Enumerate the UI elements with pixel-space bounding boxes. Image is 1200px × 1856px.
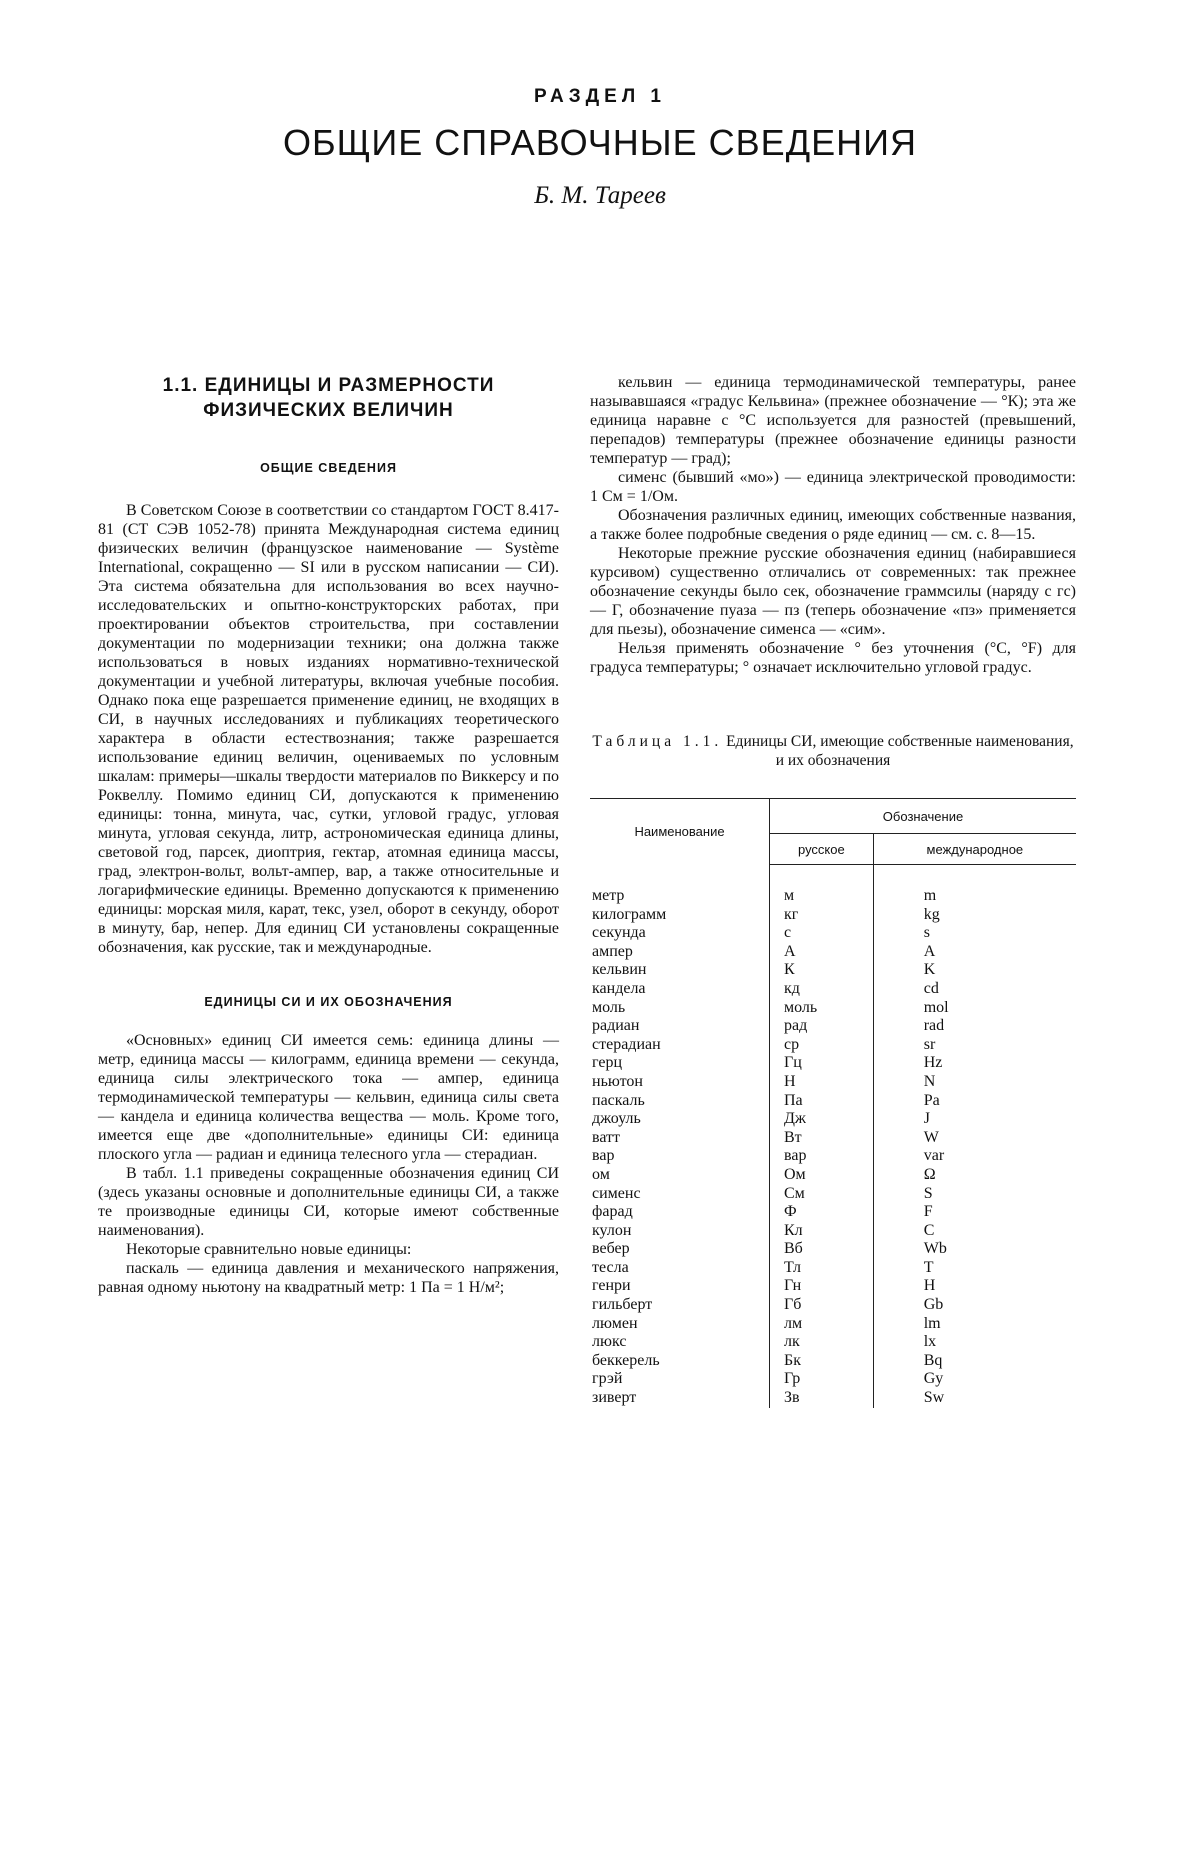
unit-symbol-international: N	[873, 1073, 1076, 1092]
unit-symbol-russian: вар	[770, 1147, 874, 1166]
unit-symbol-russian: Вт	[770, 1129, 874, 1148]
unit-symbol-russian: Кл	[770, 1222, 874, 1241]
subheading-general: ОБЩИЕ СВЕДЕНИЯ	[260, 461, 397, 475]
table-row	[590, 961, 1076, 980]
unit-symbol-international: H	[873, 1277, 1076, 1296]
unit-name: гильберт	[592, 1296, 653, 1314]
table-row	[590, 1036, 1076, 1055]
unit-symbol-international: sr	[873, 1036, 1076, 1055]
unit-symbol-russian: рад	[770, 1017, 874, 1036]
unit-name: люкс	[592, 1333, 627, 1351]
unit-symbol-russian: Дж	[770, 1110, 874, 1129]
unit-symbol-international: m	[873, 865, 1076, 906]
table-row	[590, 865, 1076, 906]
table-row	[590, 1110, 1076, 1129]
paragraph-kelvin: кельвин — единица термодинамической температуры, ранее называвшаяся «градус Кельвина» (прежнее обозначение — °К); эта же единица наравне с °С используется для разностей (превышений, перепадов) температуры (прежнее обозначение единицы разности температур — град);	[590, 374, 1076, 467]
column-header-name: Наименование	[590, 799, 770, 865]
unit-name: радиан	[592, 1017, 640, 1035]
unit-name: секунда	[592, 924, 646, 942]
unit-symbol-international: mol	[873, 999, 1076, 1018]
table-row	[590, 906, 1076, 925]
unit-symbol-russian: Ом	[770, 1166, 874, 1185]
paragraph-old-notation: Некоторые прежние русские обозначения единиц (набиравшиеся курсивом) существенно отличались от современных: так прежнее обозначение секунды было сек, обозначение граммсилы (наряду с гс) — Г, обозначение пуаза — пз (теперь обозначение «пз» применяется для пьезы), обозначение сименса — «сим».	[590, 545, 1076, 638]
unit-symbol-international: s	[873, 924, 1076, 943]
unit-name: метр	[592, 886, 625, 904]
unit-name: люмен	[592, 1314, 638, 1332]
paragraph-pascal: паскаль — единица давления и механического напряжения, равная одному ньютону на квадратный метр: 1 Па = 1 Н/м²;	[98, 1260, 559, 1296]
table-row	[590, 1147, 1076, 1166]
table-body	[590, 865, 1076, 1408]
table-row	[590, 980, 1076, 999]
unit-symbol-international: W	[873, 1129, 1076, 1148]
unit-symbol-russian: К	[770, 961, 874, 980]
unit-symbol-russian: Гб	[770, 1296, 874, 1315]
unit-name: ньютон	[592, 1072, 643, 1090]
unit-symbol-international: kg	[873, 906, 1076, 925]
unit-name: ом	[592, 1165, 610, 1183]
paragraph-intro: В Советском Союзе в соответствии со стандартом ГОСТ 8.417-81 (СТ СЭВ 1052-78) принята Международная система единиц физических величин (французское наименование — Système International, сокращенно — SI или в русском написании — СИ). Эта система обязательна для использования во всех научно-исследовательских и опытно-конструкторских работах, при проектировании объектов строительства, при составлении документации по модернизации техники; она должна также использоваться в новых изданиях нормативно-технической документации и учебной литературы, включая учебные пособия. Однако пока еще разрешается применение единиц, не входящих в СИ, в научных исследованиях и публикациях теоретического характера в области естествознания; также разрешается использование единиц величин, оцениваемых по условным шкалам: примеры—шкалы твердости материалов по Виккерсу и по Роквеллу. Помимо единиц СИ, допускаются к применению единицы: тонна, минута, час, сутки, угловой градус, угловая минута, угловая секунда, литр, астрономическая единица длины, световой год, парсек, диоптрия, гектар, атомная единица массы, град, электрон-вольт, вольт-ампер, вар, а также относительные и логарифмические единицы. Временно допускаются к применению единицы: морская миля, карат, текс, узел, оборот в секунду, оборот в минуту, бар, непер. Для единиц СИ установлены сокращенные обозначения, как русские, так и международные.	[98, 502, 559, 956]
paragraph-table-ref: В табл. 1.1 приведены сокращенные обозначения единиц СИ (здесь указаны основные и дополнительные единицы СИ, а также те производные единицы СИ, которые имеют собственные наименования).	[98, 1165, 559, 1239]
unit-name: кельвин	[592, 961, 647, 979]
unit-name: грэй	[592, 1370, 623, 1388]
unit-name: паскаль	[592, 1091, 645, 1109]
unit-symbol-russian: Па	[770, 1092, 874, 1111]
unit-symbol-russian: Бк	[770, 1352, 874, 1371]
unit-name: килограмм	[592, 905, 667, 923]
unit-name: зиверт	[592, 1389, 637, 1407]
table-row	[590, 1017, 1076, 1036]
unit-symbol-russian: Гц	[770, 1054, 874, 1073]
column-header-designation: Обозначение	[770, 799, 1077, 834]
unit-name: кулон	[592, 1221, 632, 1239]
unit-name: стерадиан	[592, 1035, 661, 1053]
unit-name: моль	[592, 998, 626, 1016]
unit-symbol-russian: Гн	[770, 1277, 874, 1296]
table-row	[590, 1389, 1076, 1408]
unit-symbol-russian: Тл	[770, 1259, 874, 1278]
unit-symbol-russian: Ф	[770, 1203, 874, 1222]
unit-symbol-russian: моль	[770, 999, 874, 1018]
unit-symbol-russian: Зв	[770, 1389, 874, 1408]
table-row	[590, 1073, 1076, 1092]
author-name: Б. М. Тареев	[534, 182, 666, 209]
column-header-international: международное	[873, 834, 1076, 865]
unit-symbol-international: Hz	[873, 1054, 1076, 1073]
unit-symbol-international: lx	[873, 1333, 1076, 1352]
unit-name: кандела	[592, 979, 646, 997]
table-row	[590, 1370, 1076, 1389]
unit-name: ампер	[592, 942, 633, 960]
unit-name: вебер	[592, 1240, 630, 1258]
unit-symbol-international: Pa	[873, 1092, 1076, 1111]
page-title: ОБЩИЕ СПРАВОЧНЫЕ СВЕДЕНИЯ	[283, 122, 917, 163]
si-units-table	[590, 798, 1076, 1408]
unit-symbol-international: K	[873, 961, 1076, 980]
unit-symbol-international: lm	[873, 1315, 1076, 1334]
table-row	[590, 924, 1076, 943]
unit-symbol-russian: м	[770, 865, 874, 906]
unit-symbol-international: var	[873, 1147, 1076, 1166]
table-caption-text: Единицы СИ, имеющие собственные наименования, и их обозначения	[726, 733, 1074, 769]
subheading-units: ЕДИНИЦЫ СИ И ИХ ОБОЗНАЧЕНИЯ	[204, 995, 453, 1009]
unit-symbol-international: T	[873, 1259, 1076, 1278]
unit-name: герц	[592, 1054, 623, 1072]
table-row	[590, 999, 1076, 1018]
unit-symbol-russian: лк	[770, 1333, 874, 1352]
table-row	[590, 1203, 1076, 1222]
unit-name: генри	[592, 1277, 631, 1295]
paragraph-base-units: «Основных» единиц СИ имеется семь: единица длины — метр, единица массы — килограмм, единица времени — секунда, единица силы электрического тока — ампер, единица термодинамической температуры — кельвин, единица силы света — кандела и единица количества вещества — моль. Кроме того, имеется еще две «дополнительные» единицы СИ: единица плоского угла — радиан и единица телесного угла — стерадиан.	[98, 1032, 559, 1163]
table-row	[590, 1185, 1076, 1204]
table-row	[590, 1352, 1076, 1371]
section-heading: 1.1. ЕДИНИЦЫ И РАЗМЕРНОСТИ ФИЗИЧЕСКИХ ВЕЛИЧИН	[162, 375, 495, 421]
unit-symbol-international: Gb	[873, 1296, 1076, 1315]
column-header-russian: русское	[770, 834, 874, 865]
unit-symbol-international: J	[873, 1110, 1076, 1129]
unit-symbol-international: C	[873, 1222, 1076, 1241]
unit-symbol-russian: А	[770, 943, 874, 962]
unit-symbol-international: Wb	[873, 1240, 1076, 1259]
table-row	[590, 1296, 1076, 1315]
table-row	[590, 1054, 1076, 1073]
unit-symbol-international: Sw	[873, 1389, 1076, 1408]
table-row	[590, 1222, 1076, 1241]
unit-name: тесла	[592, 1258, 629, 1276]
unit-symbol-international: Gy	[873, 1370, 1076, 1389]
unit-symbol-russian: кг	[770, 906, 874, 925]
paragraph-names: Обозначения различных единиц, имеющих собственные названия, а также более подробные сведения о ряде единиц — см. с. 8—15.	[590, 507, 1076, 543]
left-column	[98, 373, 559, 1297]
table-caption-label: Таблица 1.1.	[592, 733, 723, 750]
unit-symbol-russian: кд	[770, 980, 874, 999]
unit-symbol-russian: с	[770, 924, 874, 943]
table-row	[590, 1259, 1076, 1278]
unit-symbol-international: rad	[873, 1017, 1076, 1036]
table-row	[590, 1333, 1076, 1352]
unit-name: ватт	[592, 1128, 621, 1146]
unit-symbol-russian: Гр	[770, 1370, 874, 1389]
unit-symbol-russian: ср	[770, 1036, 874, 1055]
unit-symbol-international: cd	[873, 980, 1076, 999]
table-row	[590, 1277, 1076, 1296]
table-caption	[590, 732, 1076, 770]
unit-name: джоуль	[592, 1110, 641, 1128]
unit-symbol-russian: Вб	[770, 1240, 874, 1259]
unit-name: фарад	[592, 1203, 633, 1221]
unit-symbol-russian: лм	[770, 1315, 874, 1334]
unit-symbol-russian: См	[770, 1185, 874, 1204]
unit-symbol-international: F	[873, 1203, 1076, 1222]
unit-symbol-international: A	[873, 943, 1076, 962]
table-row	[590, 1092, 1076, 1111]
unit-symbol-international: S	[873, 1185, 1076, 1204]
section-label: РАЗДЕЛ 1	[533, 86, 666, 107]
unit-symbol-international: Ω	[873, 1166, 1076, 1185]
paragraph-degree: Нельзя применять обозначение ° без уточнения (°С, °F) для градуса температуры; ° означает исключительно угловой градус.	[590, 640, 1076, 676]
table-row	[590, 943, 1076, 962]
unit-name: беккерель	[592, 1351, 660, 1369]
table-row	[590, 1240, 1076, 1259]
unit-symbol-international: Bq	[873, 1352, 1076, 1371]
table-row	[590, 1166, 1076, 1185]
unit-symbol-russian: Н	[770, 1073, 874, 1092]
table-row	[590, 1129, 1076, 1148]
paragraph-siemens: сименс (бывший «мо») — единица электрической проводимости: 1 См = 1/Ом.	[590, 469, 1076, 505]
table-row	[590, 1315, 1076, 1334]
right-column	[590, 373, 1076, 1408]
unit-name: вар	[592, 1147, 615, 1165]
unit-name: сименс	[592, 1184, 641, 1202]
paragraph-new-units: Некоторые сравнительно новые единицы:	[126, 1241, 412, 1258]
